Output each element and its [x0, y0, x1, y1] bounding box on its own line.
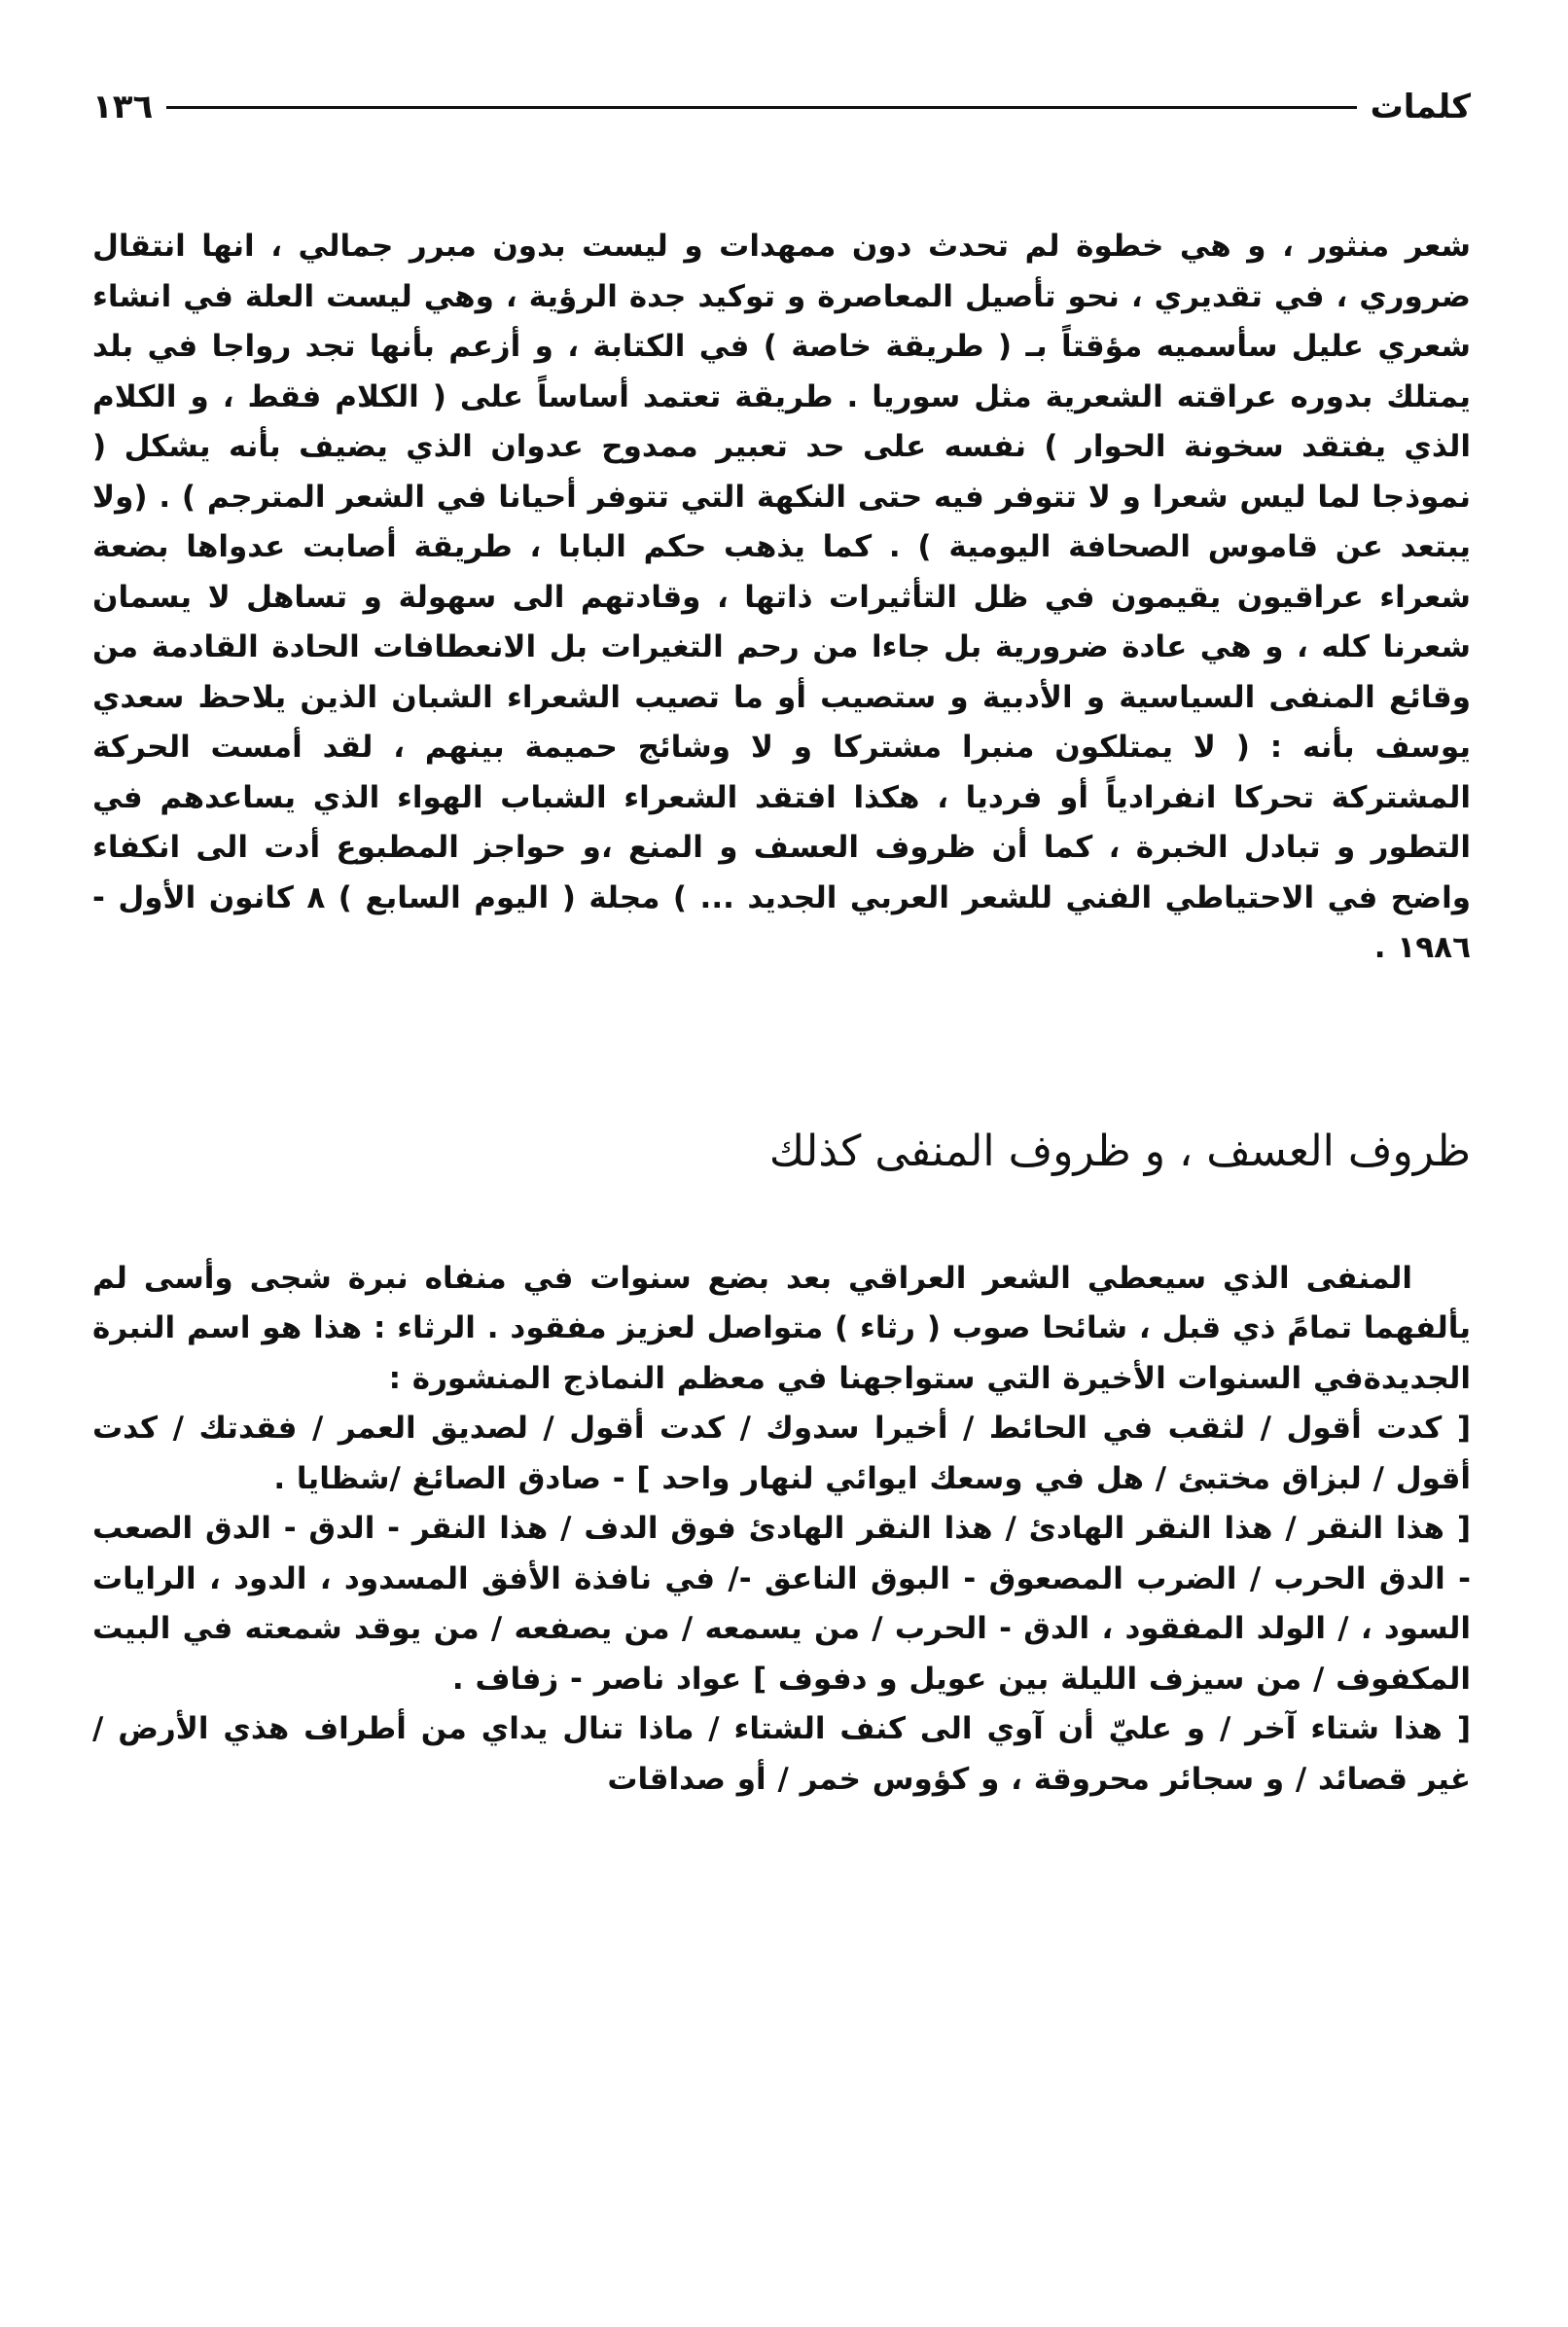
section-intro-paragraph: المنفى الذي سيعطي الشعر العراقي بعد بضع سنوات في منفاه نبرة شجى وأسى لم يألفهما تمامً ذي قبل ، شائحا صوب ( رثاء ) متواصل لعزيز مفقود . الرثاء : هذا هو اسم النبرة الجديدةفي السنوات الأخيرة التي ستواجهنا في معظم النماذج المنشورة :	[92, 1260, 1471, 1396]
section-heading: ظروف العسف ، و ظروف المنفى كذلك	[768, 1126, 1471, 1176]
page-number: ١٣٦	[92, 88, 154, 126]
body-paragraph: شعر منثور ، و هي خطوة لم تحدث دون ممهدات و ليست بدون مبرر جمالي ، انها انتقال ضروري ، في تقديري ، نحو تأصيل المعاصرة و توكيد جدة الرؤية ، وهي ليست العلة في انشاء شعري عليل سأسميه مؤقتاً بـ ( طريقة خاصة ) في الكتابة ، و أزعم بأنها تجد رواجا في بلد يمتلك بدوره عراقته الشعرية مثل سوريا . طريقة تعتمد أساساً على ( الكلام فقط ، و الكلام الذي يفتقد سخونة الحوار ) نفسه على حد تعبير ممدوح عدوان الذي يضيف بأنه يشكل ( نموذجا لما ليس شعرا و لا تتوفر فيه حتى النكهة التي تتوفر أحيانا في الشعر المترجم ) . (ولا يبتعد عن قاموس الصحافة اليومية ) . كما يذهب حكم البابا ، طريقة أصابت عدواها بضعة شعراء عراقيون يقيمون في ظل التأثيرات ذاتها ، وقادتهم الى سهولة و تساهل لا يسمان شعرنا كله ، و هي عادة ضرورية بل جاءا من رحم التغيرات بل الانعطافات الحادة القادمة من وقائع المنفى السياسية و الأدبية و ستصيب أو ما تصيب الشعراء الشبان الذين يلاحظ سعدي يوسف بأنه : ( لا يمتلكون منبرا مشتركا و لا وشائج حميمة بينهم ، لقد أمست الحركة المشتركة تحركا انفرادياً أو فرديا ، هكذا افتقد الشعراء الشباب الهواء الذي يساعدهم في التطور و تبادل الخبرة ، كما أن ظروف العسف و المنع ،و حواجز المطبوع أدت الى انكفاء واضح في الاحتياطي الفني للشعر العربي الجديد ... ) مجلة ( اليوم السابع ) ٨ كانون الأول - ١٩٨٦ .	[92, 229, 1471, 965]
running-title: كلمات	[1370, 88, 1471, 126]
poem-quote: [ هذا النقر / هذا النقر الهادئ / هذا النقر الهادئ فوق الدف / هذا النقر - الدق - الدق الصعب - الدق الحرب / الضرب المصعوق - البوق الناعق -/ في نافذة الأفق المسدود ، الدود ، الرايات السود ، / الولد المفقود ، الدق - الحرب / من يسمعه / من يصفعه / من يوقد شمعته في البيت المكفوف / من سيزف الليلة بين عويل و دفوف ] عواد ناصر - زفاف .	[92, 1511, 1471, 1697]
header-rule	[166, 106, 1356, 109]
running-head	[92, 68, 1471, 146]
poem-quote: [ هذا شتاء آخر / و عليّ أن آوي الى كنف الشتاء / ماذا تنال يداي من أطراف هذي الأرض / غير قصائد / و سجائر محروقة ، و كؤوس خمر / أو صداقات	[92, 1711, 1471, 1797]
poem-quote: [ كدت أقول / لثقب في الحائط / أخيرا سدوك / كدت أقول / لصديق العمر / فقدتك / كدت أقول / لبزاق مختبئ / هل في وسعك ايوائي لنهار واحد ] - صادق الصائغ /شظايا .	[92, 1411, 1471, 1496]
